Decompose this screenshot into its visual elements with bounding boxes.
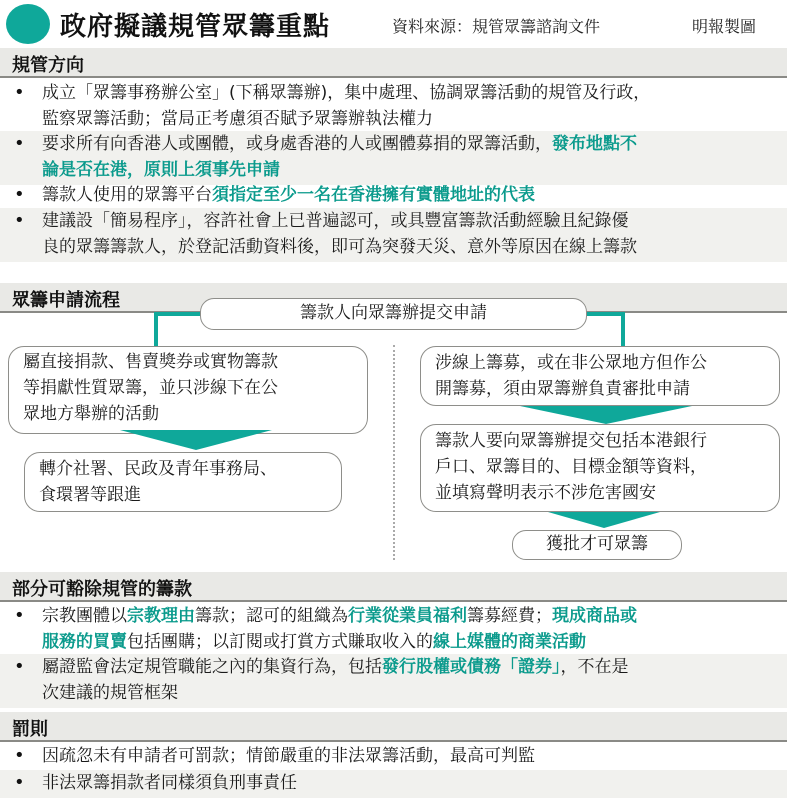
down-arrow <box>120 430 272 450</box>
box-line: 籌款人要向眾籌辦提交包括本港銀行 <box>435 431 707 451</box>
highlight-text: 須指定至少一名在香港擁有實體地址的代表 <box>212 185 535 205</box>
text-segment: 籌募經費； <box>467 606 552 626</box>
bullet-item <box>0 182 787 210</box>
bullet-dot: • <box>14 605 25 626</box>
box-line: 屬直接捐款、售賣獎券或實物籌款 <box>23 352 278 372</box>
text-line <box>42 743 777 769</box>
connector-line <box>585 312 625 316</box>
divider-dotted <box>393 345 395 560</box>
bullet-item <box>0 131 787 185</box>
bullet-item <box>0 80 787 134</box>
bullet-item <box>0 208 787 262</box>
title-bullet-circle <box>6 4 50 44</box>
offline-donation-box <box>8 346 368 434</box>
bullet-text <box>42 182 777 208</box>
text-segment: 監察眾籌活動；當局正考慮須否賦予眾籌辦執法權力 <box>42 109 433 129</box>
box-line: 轉介社署、民政及青年事務局、 <box>39 459 277 479</box>
connector-line <box>154 312 202 316</box>
box-line: 食環署等跟進 <box>39 485 141 505</box>
box-text <box>23 349 367 427</box>
text-segment: 屬證監會法定規管職能之內的集資行為，包括 <box>42 657 382 677</box>
text-line <box>42 80 777 106</box>
text-line <box>42 680 777 706</box>
bullet-item <box>0 603 787 657</box>
bullet-item <box>0 770 787 798</box>
credit-note: 明報製圖 <box>692 17 757 36</box>
bullet-text <box>42 603 777 655</box>
text-segment: 籌款；認可的組織為 <box>195 606 348 626</box>
text-line <box>42 234 777 260</box>
bullet-text <box>42 208 777 260</box>
bullet-item <box>0 743 787 771</box>
highlight-text: 宗教理由 <box>127 606 195 626</box>
bullet-text <box>42 131 777 183</box>
section-title: 眾籌申請流程 <box>12 290 120 311</box>
highlight-text: 論是否在港，原則上須事先申請 <box>42 160 280 180</box>
text-segment: 良的眾籌籌款人，於登記活動資料後，即可為突發天災、意外等原因在線上籌款 <box>42 237 637 257</box>
bullet-dot: • <box>14 656 25 677</box>
section-title: 部分可豁除規管的籌款 <box>12 579 192 600</box>
highlight-text: 線上媒體的商業活動 <box>433 632 586 652</box>
highlight-text: 服務的買賣 <box>42 632 127 652</box>
box-line: 眾地方舉辦的活動 <box>23 404 159 424</box>
text-segment: ，不在是 <box>560 657 629 677</box>
text-segment: 次建議的規管框架 <box>42 683 178 703</box>
text-segment: 要求所有向香港人或團體，或身處香港的人或團體募捐的眾籌活動， <box>42 134 552 154</box>
box-text <box>435 428 779 506</box>
box-text: 獲批才可眾籌 <box>546 534 648 554</box>
bullet-text <box>42 743 777 769</box>
bullet-dot: • <box>14 184 25 205</box>
highlight-text: 現成商品或 <box>552 606 637 626</box>
box-line: 等捐獻性質眾籌，並只涉線下在公 <box>23 378 278 398</box>
section-title: 罰則 <box>12 719 48 740</box>
connector-line <box>621 312 625 348</box>
approval-box <box>512 530 682 560</box>
submit-application-box <box>200 298 587 330</box>
section-bar-penalties <box>0 712 787 742</box>
text-line <box>42 603 777 629</box>
highlight-text: 行業從業員福利 <box>348 606 467 626</box>
box-line: 戶口、眾籌目的、目標金額等資料， <box>435 457 707 477</box>
bullet-dot: • <box>14 82 25 103</box>
highlight-text: 發布地點不 <box>552 134 637 154</box>
box-text <box>39 456 341 508</box>
text-line <box>42 629 777 655</box>
bullet-dot: • <box>14 772 25 793</box>
text-segment: 包括團購；以訂閱或打賞方式賺取收入的 <box>127 632 433 652</box>
bullet-dot: • <box>14 133 25 154</box>
bullet-item <box>0 654 787 708</box>
text-segment: 成立「眾籌事務辦公室」(下稱眾籌辦)，集中處理、協調眾籌活動的規管及行政， <box>42 83 651 103</box>
text-segment: 籌款人使用的眾籌平台 <box>42 185 212 205</box>
text-segment: 宗教團體以 <box>42 606 127 626</box>
text-line <box>42 182 777 208</box>
bullet-text <box>42 654 777 706</box>
text-segment: 非法眾籌捐款者同樣須負刑事責任 <box>42 773 297 793</box>
text-line <box>42 106 777 132</box>
referral-box <box>24 452 342 512</box>
box-text <box>435 350 779 402</box>
source-note: 資料來源：規管眾籌諮詢文件 <box>392 17 601 36</box>
bullet-text <box>42 80 777 132</box>
text-segment: 因疏忽未有申請者可罰款；情節嚴重的非法眾籌活動，最高可判監 <box>42 746 535 766</box>
section-title: 規管方向 <box>12 55 84 76</box>
bullet-dot: • <box>14 210 25 231</box>
text-line <box>42 157 777 183</box>
online-fundraising-box <box>420 346 780 406</box>
page-title: 政府擬議規管眾籌重點 <box>60 12 331 42</box>
bullet-dot: • <box>14 745 25 766</box>
down-arrow <box>548 512 660 528</box>
box-line: 開籌募，須由眾籌辦負責審批申請 <box>435 379 690 399</box>
text-line <box>42 654 777 680</box>
box-line: 涉線上籌募，或在非公眾地方但作公 <box>435 353 707 373</box>
text-line <box>42 208 777 234</box>
box-line: 並填寫聲明表示不涉危害國安 <box>435 483 656 503</box>
section-bar-policy <box>0 48 787 78</box>
text-segment: 建議設「簡易程序」，容許社會上已普遍認可，或具豐富籌款活動經驗且紀錄優 <box>42 211 629 231</box>
box-text: 籌款人向眾籌辦提交申請 <box>300 303 487 323</box>
text-line <box>42 131 777 157</box>
text-line <box>42 770 777 796</box>
down-arrow <box>520 406 692 424</box>
highlight-text: 發行股權或債務「證券」 <box>382 657 561 677</box>
bullet-text <box>42 770 777 796</box>
section-bar-exemptions <box>0 572 787 602</box>
connector-line <box>154 312 158 348</box>
submit-info-box <box>420 424 780 512</box>
